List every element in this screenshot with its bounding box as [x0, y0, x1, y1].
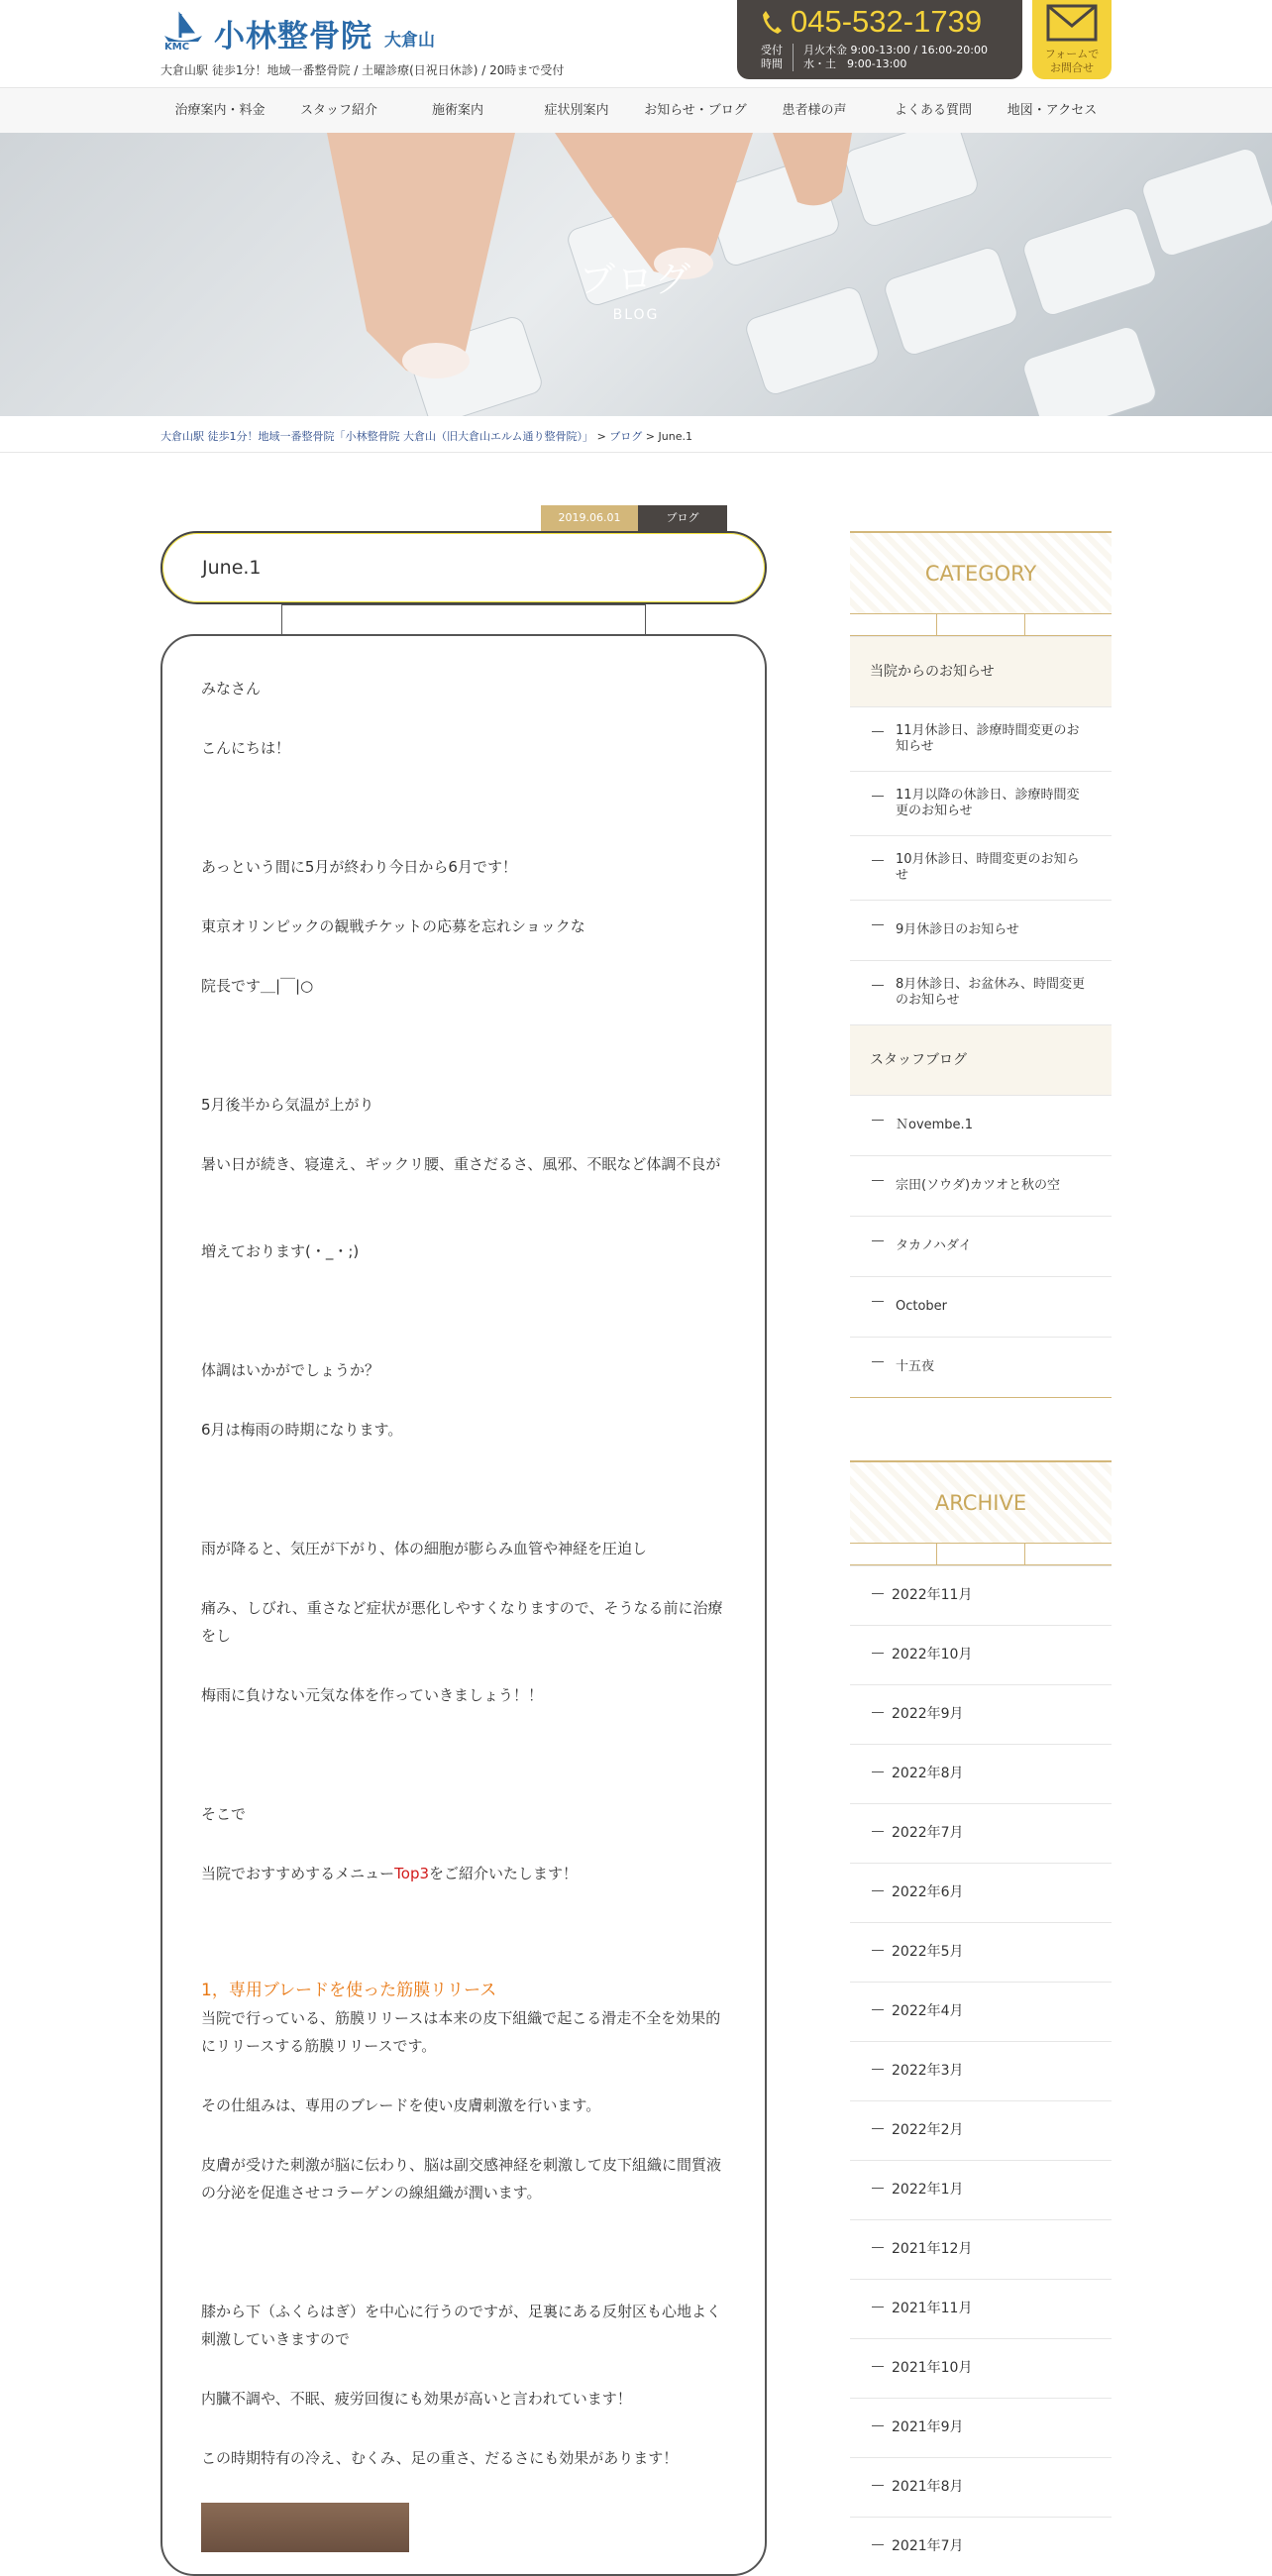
list-item[interactable]: 宗田(ソウダ)カツオと秋の空	[850, 1155, 1112, 1216]
post-paragraph: その仕組みは、専用のブレードを使い皮膚刺激を行います。	[201, 2096, 601, 2114]
nav-item-news-blog[interactable]: お知らせ・ブログ	[644, 103, 747, 118]
archive-item[interactable]: 2021年7月	[850, 2517, 1112, 2576]
post-paragraph: 体調はいかがでしょうか？	[201, 1361, 380, 1379]
list-item[interactable]: 8月休診日、お盆休み、時間変更のお知らせ	[850, 960, 1112, 1024]
list-item[interactable]: 11月以降の休診日、診療時間変更のお知らせ	[850, 771, 1112, 835]
breadcrumb-current: June.1	[658, 430, 692, 443]
form-label: フォームで	[1044, 48, 1100, 60]
phone-number-text: 045-532-1739	[791, 4, 983, 39]
section-heading: 1，専用ブレードを使った筋膜リリース	[201, 1981, 497, 2000]
ship-logo-icon	[160, 10, 206, 55]
post-paragraph: 痛み、しびれ、重さなど症状が悪化しやすくなりますので、そうなる前に治療をし	[201, 1599, 723, 1645]
archive-item[interactable]: 2021年11月	[850, 2279, 1112, 2338]
post-paragraph: 内臓不調や、不眠、疲労回復にも効果が高いと言われています！	[201, 2390, 632, 2408]
nav-item-faq[interactable]: よくある質問	[894, 103, 972, 118]
archive-item[interactable]: 2022年11月	[850, 1565, 1112, 1625]
post-paragraph: 梅雨に負けない元気な体を作っていきましょう！！	[201, 1686, 544, 1704]
archive-item[interactable]: 2022年7月	[850, 1803, 1112, 1863]
breadcrumb-blog[interactable]: ブログ	[609, 430, 643, 443]
phone-icon	[761, 9, 783, 35]
logo-name: 小林整骨院	[214, 18, 372, 54]
logo-place: 大倉山	[384, 30, 435, 51]
category-list	[850, 636, 1112, 1398]
archive-item[interactable]: 2022年4月	[850, 1982, 1112, 2041]
list-item[interactable]: Ｎovembe.1	[850, 1095, 1112, 1155]
logo[interactable]	[160, 10, 435, 55]
hours-wed-sat: 水・土 9:00-13:00	[803, 57, 907, 70]
list-item[interactable]: October	[850, 1276, 1112, 1337]
post-title-box	[160, 531, 767, 604]
hours-weekday: 月火木金 9:00-13:00 / 16:00-20:00	[803, 44, 988, 56]
logo-initials: KMC	[164, 42, 190, 53]
post-paragraph: 東京オリンピックの観戦チケットの応募を忘れショックな	[201, 917, 585, 935]
hours-label: 受付	[761, 44, 783, 56]
archive-item[interactable]: 2021年8月	[850, 2457, 1112, 2517]
form-label-2: お問合せ	[1050, 61, 1094, 74]
post-paragraph: こんにちは！	[201, 739, 291, 757]
nav-item-access[interactable]: 地図・アクセス	[1007, 103, 1098, 118]
breadcrumb-home[interactable]: 大倉山駅 徒歩1分！地域一番整骨院「小林整骨院 大倉山（旧大倉山エルム通り整骨院）」	[160, 430, 594, 443]
list-item[interactable]: 9月休診日のお知らせ	[850, 900, 1112, 960]
breadcrumb	[0, 416, 1272, 453]
archive-item[interactable]: 2022年1月	[850, 2160, 1112, 2219]
nav-item-staff[interactable]: スタッフ紹介	[299, 103, 377, 118]
post-paragraph: みなさん	[201, 680, 262, 698]
category-notices[interactable]: 当院からのお知らせ	[850, 636, 1112, 706]
post-category[interactable]: ブログ	[638, 505, 727, 531]
post-title: June.1	[202, 557, 262, 579]
post-paragraph: 5月後半から気温が上がり	[201, 1096, 374, 1114]
nav-item-symptoms[interactable]: 症状別案内	[544, 103, 609, 118]
breadcrumb-sep: >	[645, 430, 655, 443]
post-paragraph: 6月は梅雨の時期になります。	[201, 1421, 403, 1439]
post-paragraph: 暑い日が続き、寝違え、ギックリ腰、重さだるさ、風邪、不眠など体調不良が	[201, 1155, 721, 1173]
hero-title: ブログ	[579, 260, 692, 300]
header-tagline: 大倉山駅 徒歩1分！地域一番整骨院 / 土曜診療(日祝日休診) / 20時まで受付	[160, 63, 565, 77]
highlight-text: Top3	[394, 1865, 430, 1882]
list-item[interactable]: タカノハダイ	[850, 1216, 1112, 1276]
archive-heading: ARCHIVE	[850, 1460, 1112, 1544]
post-paragraph	[201, 1860, 726, 1887]
archive-item[interactable]: 2021年9月	[850, 2398, 1112, 2457]
archive-item[interactable]: 2022年8月	[850, 1744, 1112, 1803]
post-paragraph: 増えております(・_・;)	[201, 1242, 360, 1260]
hours-block	[761, 44, 988, 71]
list-item[interactable]: 10月休診日、時間変更のお知らせ	[850, 835, 1112, 900]
nav-item-treatment-price[interactable]: 治療案内・料金	[174, 103, 265, 118]
list-item[interactable]: 11月休診日、診療時間変更のお知らせ	[850, 706, 1112, 771]
archive-item[interactable]: 2022年6月	[850, 1863, 1112, 1922]
site-header	[0, 0, 1272, 87]
post-paragraph: この時期特有の冷え、むくみ、足の重さ、だるさにも効果があります！	[201, 2449, 679, 2467]
archive-item[interactable]: 2022年3月	[850, 2041, 1112, 2100]
post-paragraph: 院長です＿|￣|○	[201, 977, 314, 995]
form-contact-button[interactable]	[1032, 0, 1112, 79]
global-nav	[0, 87, 1272, 135]
phone-number[interactable]	[761, 4, 982, 40]
post-paragraph: 皮膚が受けた刺激が脳に伝わり、脳は副交感神経を刺激して皮下組織に間質液の分泌を促進させコラーゲンの線組織が潤います。	[201, 2156, 722, 2201]
text: をご紹介いたします！	[429, 1865, 579, 1882]
breadcrumb-sep: >	[596, 430, 606, 443]
archive-item[interactable]: 2021年10月	[850, 2338, 1112, 2398]
post-paragraph: 当院で行っている、筋膜リリースは本来の皮下組織で起こる滑走不全を効果的にリリースする筋膜リリースです。	[201, 2009, 721, 2055]
phone-contact[interactable]	[737, 0, 1022, 79]
hero-subtitle: BLOG	[612, 307, 660, 323]
hours-label-2: 時間	[761, 57, 783, 70]
archive-divider	[850, 1544, 1112, 1565]
archive-item[interactable]: 2022年10月	[850, 1625, 1112, 1684]
post-paragraph: そこで	[201, 1805, 247, 1823]
archive-item[interactable]: 2022年5月	[850, 1922, 1112, 1982]
staff-photo	[201, 2503, 409, 2552]
archive-list	[850, 1565, 1112, 2576]
category-heading: CATEGORY	[850, 531, 1112, 614]
archive-item[interactable]: 2022年9月	[850, 1684, 1112, 1744]
archive-item[interactable]: 2022年2月	[850, 2100, 1112, 2160]
nav-item-treatment[interactable]: 施術案内	[431, 103, 483, 118]
title-connector	[281, 604, 646, 634]
text: 当院でおすすめするメニュー	[201, 1865, 395, 1882]
post-paragraph: 膝から下（ふくらはぎ）を中心に行うのですが、足裏にある反射区も心地よく刺激していきますので	[201, 2303, 722, 2348]
post-paragraph: あっという間に5月が終わり今日から6月です！	[201, 858, 517, 876]
list-item[interactable]: 十五夜	[850, 1337, 1112, 1397]
category-divider	[850, 614, 1112, 636]
post-paragraph: 雨が降ると、気圧が下がり、体の細胞が膨らみ血管や神経を圧迫し	[201, 1540, 648, 1557]
mail-icon	[1046, 4, 1098, 44]
nav-item-voices[interactable]: 患者様の声	[782, 103, 847, 118]
archive-item[interactable]: 2021年12月	[850, 2219, 1112, 2279]
category-staff-blog[interactable]: スタッフブログ	[850, 1024, 1112, 1095]
hero-banner	[0, 133, 1272, 416]
post-date: 2019.06.01	[541, 505, 638, 531]
post-meta	[541, 505, 727, 531]
